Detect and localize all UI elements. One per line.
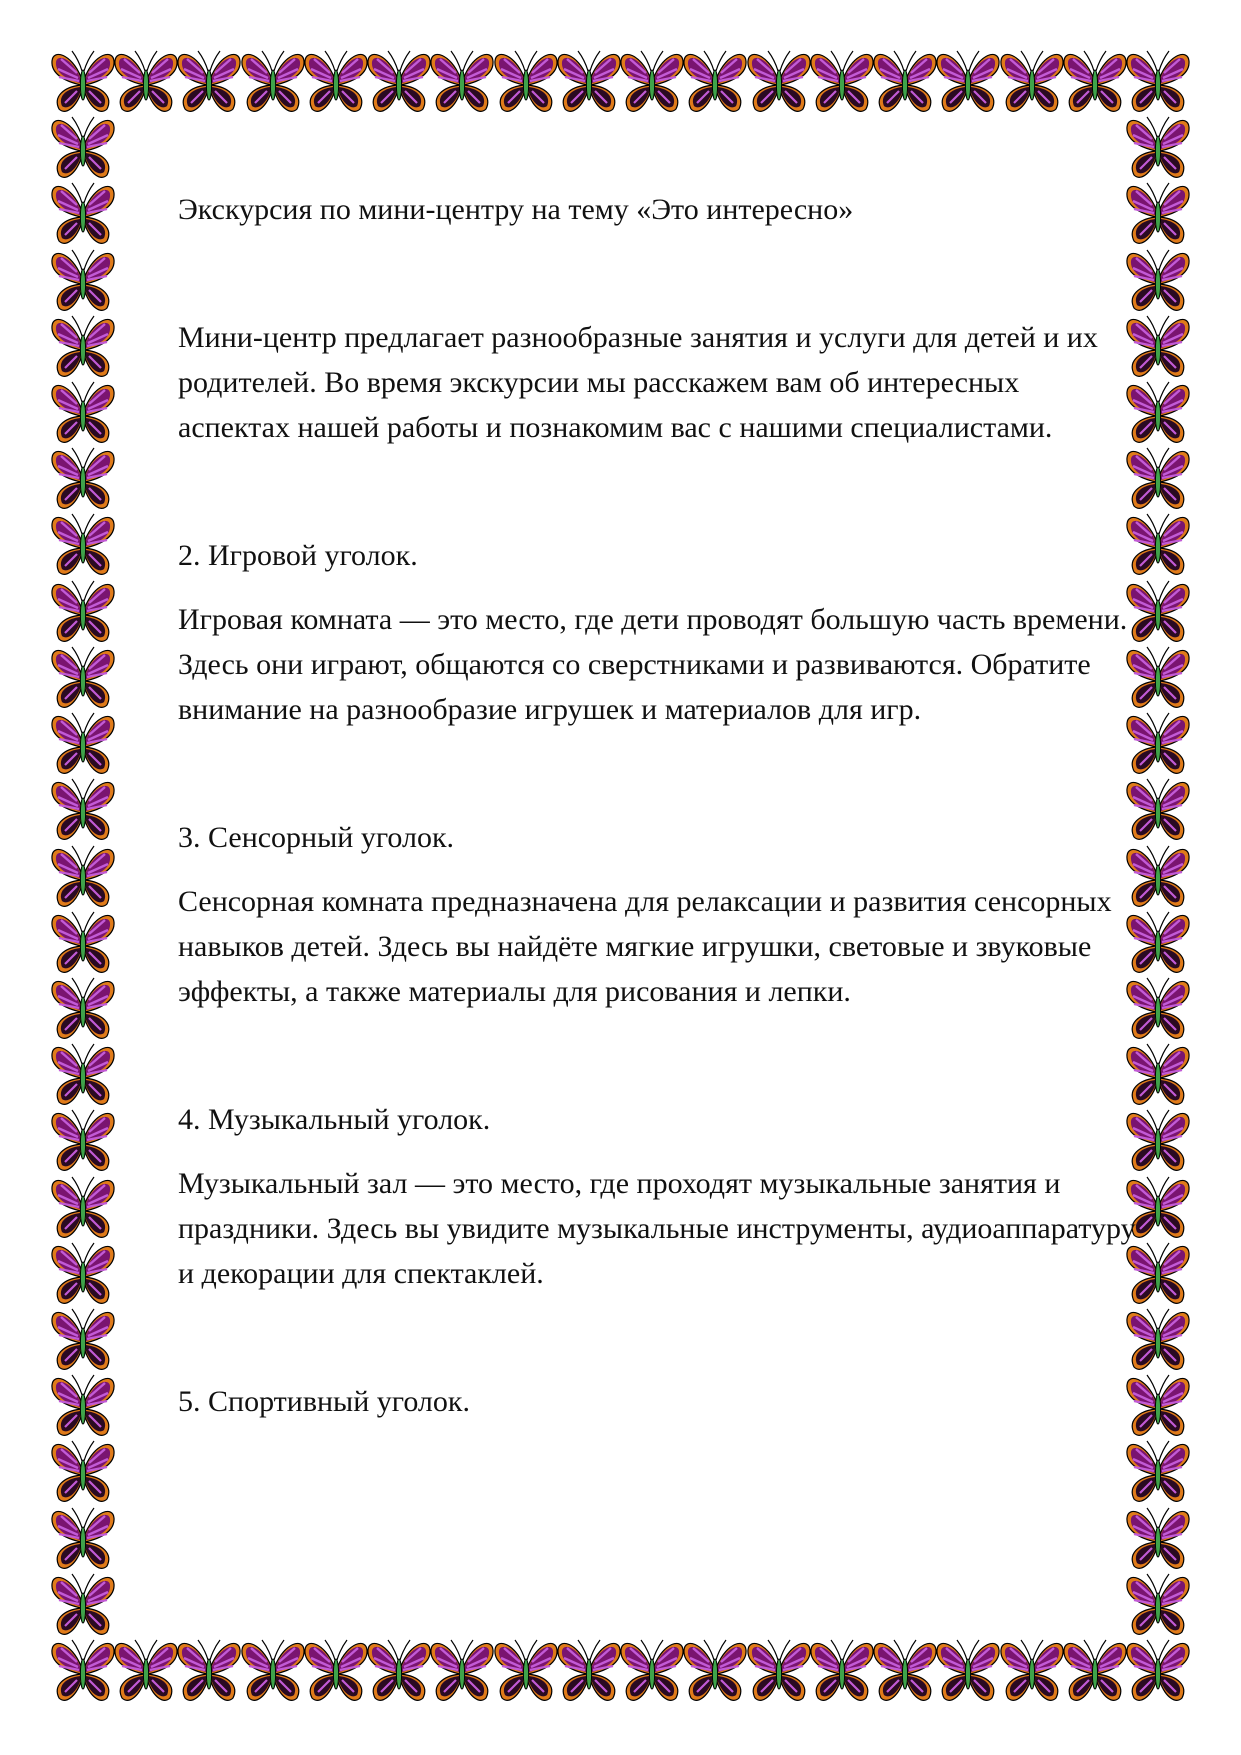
section-paragraph: Музыкальный зал — это место, где проходят музыкальные занятия и праздники. Здесь вы увидите музыкальные инструменты, аудиоаппаратуру и декорации для спектаклей. — [178, 1167, 1136, 1290]
butterfly-icon — [52, 51, 114, 111]
butterfly-icon — [305, 51, 367, 111]
butterfly-icon — [52, 1309, 114, 1369]
butterfly-icon — [495, 1640, 557, 1700]
butterfly-icon — [748, 1640, 810, 1700]
butterfly-icon — [431, 1640, 493, 1700]
butterfly-icon — [874, 51, 936, 111]
butterfly-icon — [52, 1508, 114, 1568]
butterfly-icon — [52, 1640, 114, 1700]
section-paragraph: Сенсорная комната предназначена для релаксации и развития сенсорных навыков детей. Здесь вы найдёте мягкие игрушки, световые и звуковые эффекты, а также материалы для рисования и лепки. — [178, 885, 1112, 1008]
butterfly-icon — [52, 448, 114, 508]
butterfly-icon — [52, 846, 114, 906]
butterfly-icon — [1127, 1441, 1189, 1501]
butterfly-icon — [937, 51, 999, 111]
butterfly-icon — [684, 51, 746, 111]
butterfly-icon — [874, 1640, 936, 1700]
section-heading: 2. Игровой уголок. — [178, 539, 418, 572]
section-heading: 5. Спортивный уголок. — [178, 1385, 470, 1418]
butterfly-icon — [558, 51, 620, 111]
butterfly-icon — [558, 1640, 620, 1700]
butterfly-icon — [1127, 51, 1189, 111]
butterfly-icon — [52, 1375, 114, 1435]
section-heading: 4. Музыкальный уголок. — [178, 1103, 491, 1136]
butterfly-icon — [52, 382, 114, 442]
butterfly-icon — [52, 117, 114, 177]
butterfly-icon — [115, 1640, 177, 1700]
butterfly-icon — [242, 51, 304, 111]
butterfly-icon — [1127, 1640, 1189, 1700]
butterfly-icon — [52, 1110, 114, 1170]
butterfly-icon — [52, 647, 114, 707]
butterfly-icon — [52, 581, 114, 641]
section-heading: 3. Сенсорный уголок. — [178, 821, 455, 854]
butterfly-icon — [937, 1640, 999, 1700]
butterfly-icon — [52, 514, 114, 574]
butterfly-icon — [52, 1441, 114, 1501]
document-content — [178, 160, 1138, 1424]
butterfly-icon — [811, 1640, 873, 1700]
section-paragraph: Игровая комната — это место, где дети проводят большую часть времени. Здесь они играют, общаются со сверстниками и развиваются. Обратите внимание на разнообразие игрушек и материалов для игр. — [178, 603, 1128, 726]
butterfly-icon — [178, 1640, 240, 1700]
butterfly-icon — [52, 978, 114, 1038]
butterfly-icon — [431, 51, 493, 111]
butterfly-icon — [52, 250, 114, 310]
butterfly-icon — [1127, 1574, 1189, 1634]
butterfly-icon — [52, 713, 114, 773]
butterfly-icon — [52, 779, 114, 839]
intro-paragraph: Мини-центр предлагает разнообразные занятия и услуги для детей и их родителей. Во время экскурсии мы расскажем вам об интересных аспектах нашей работы и познакомим вас с нашими специалистами. — [178, 321, 1098, 444]
butterfly-icon — [52, 1243, 114, 1303]
butterfly-icon — [52, 316, 114, 376]
butterfly-icon — [368, 1640, 430, 1700]
butterfly-icon — [52, 1574, 114, 1634]
butterfly-icon — [242, 1640, 304, 1700]
butterfly-icon — [52, 183, 114, 243]
butterfly-icon — [52, 1044, 114, 1104]
butterfly-icon — [1127, 1508, 1189, 1568]
butterfly-icon — [1064, 1640, 1126, 1700]
butterfly-icon — [1064, 51, 1126, 111]
butterfly-icon — [178, 51, 240, 111]
butterfly-icon — [621, 51, 683, 111]
butterfly-icon — [52, 912, 114, 972]
butterfly-icon — [684, 1640, 746, 1700]
butterfly-icon — [115, 51, 177, 111]
butterfly-icon — [748, 51, 810, 111]
butterfly-icon — [621, 1640, 683, 1700]
butterfly-icon — [368, 51, 430, 111]
butterfly-icon — [52, 1177, 114, 1237]
butterfly-icon — [495, 51, 557, 111]
butterfly-icon — [305, 1640, 367, 1700]
butterfly-icon — [811, 51, 873, 111]
page-title: Экскурсия по мини-центру на тему «Это интересно» — [178, 193, 854, 226]
butterfly-icon — [1001, 1640, 1063, 1700]
butterfly-icon — [1001, 51, 1063, 111]
